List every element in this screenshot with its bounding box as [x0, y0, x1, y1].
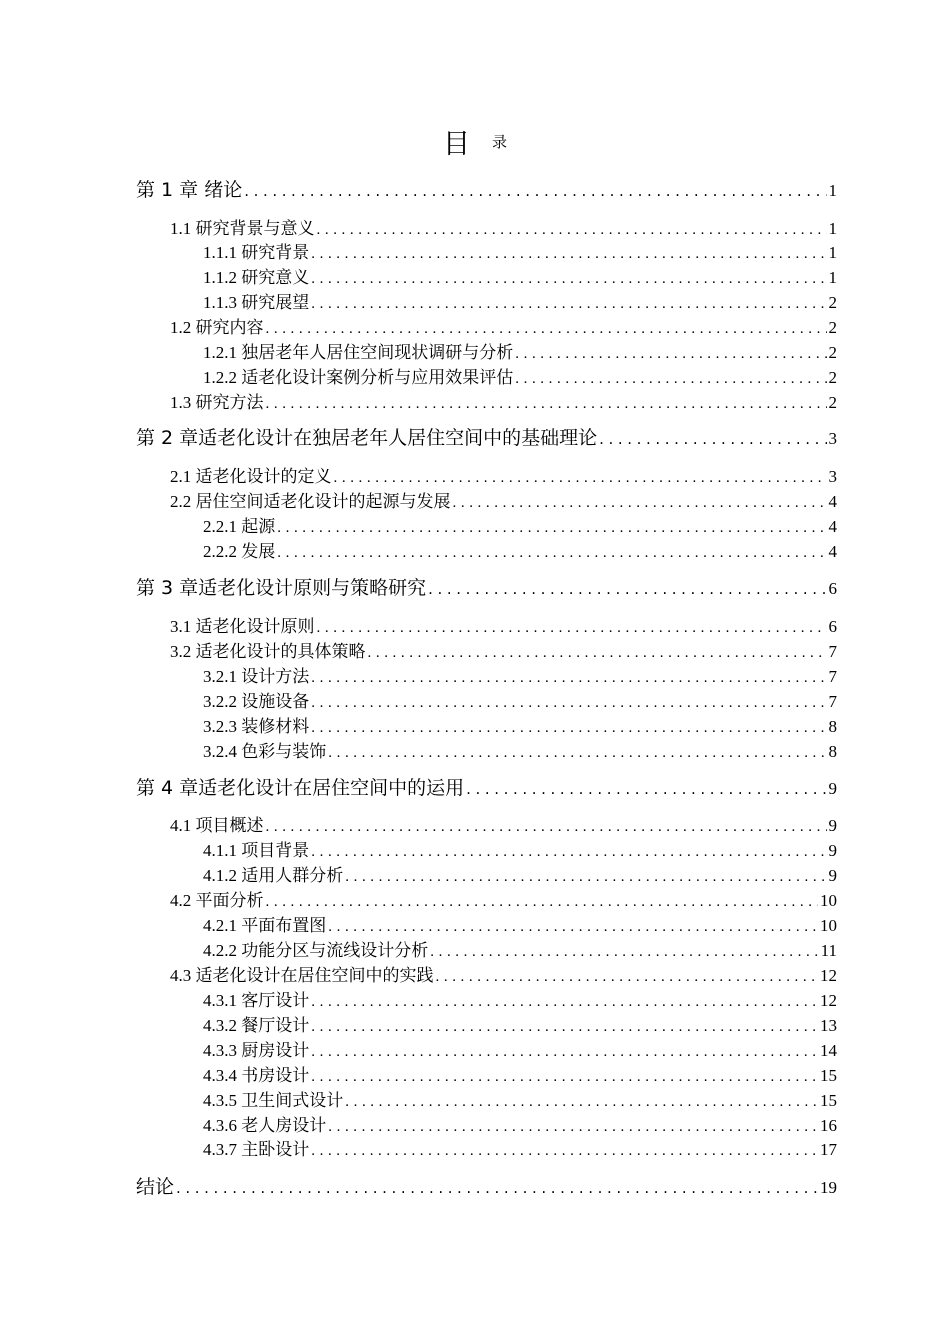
toc-entry-label: 1.2 研究内容 [170, 318, 264, 337]
toc-dot-leader [176, 1181, 818, 1196]
toc-subsection-entry [203, 344, 837, 362]
toc-page-number: 1 [828, 243, 837, 262]
toc-chapter-entry [136, 181, 837, 200]
toc-subsection-entry [203, 1017, 837, 1035]
toc-entry-label: 结论 [136, 1176, 175, 1198]
toc-entry-label: 第 2 章适老化设计在独居老年人居住空间中的基础理论 [136, 427, 598, 449]
toc-dot-leader [328, 1120, 818, 1135]
toc-entry-label: 4.1.2 适用人群分析 [203, 866, 344, 885]
toc-dot-leader [466, 782, 826, 797]
toc-entry-label: 4.3 适老化设计在居住空间中的实践 [170, 966, 434, 985]
toc-entry-label: 1.1.3 研究展望 [203, 293, 310, 312]
toc-dot-leader [515, 372, 826, 387]
toc-page-number: 16 [820, 1116, 837, 1135]
toc-entry-label: 4.3.1 客厅设计 [203, 991, 310, 1010]
toc-section-entry [170, 394, 837, 412]
toc-entry-label: 1.1.2 研究意义 [203, 268, 310, 287]
toc-entry-label: 3.2.3 装修材料 [203, 717, 310, 736]
toc-page-number: 11 [820, 941, 837, 960]
toc-entry-label: 4.2.2 功能分区与流线设计分析 [203, 941, 429, 960]
toc-dot-leader [428, 582, 826, 597]
toc-page-number: 2 [828, 368, 837, 387]
toc-subsection-entry [203, 269, 837, 287]
toc-page-number: 6 [828, 579, 837, 598]
toc-dot-leader [345, 870, 826, 885]
toc-entry-label: 4.1.1 项目背景 [203, 841, 310, 860]
toc-dot-leader [266, 397, 827, 412]
toc-dot-leader [453, 496, 827, 511]
toc-page-number: 15 [820, 1066, 837, 1085]
toc-page-number: 7 [828, 642, 837, 661]
toc-entry-label: 第 1 章 绪论 [136, 179, 243, 201]
toc-page-number: 12 [820, 991, 837, 1010]
toc-entry-label: 2.2 居住空间适老化设计的起源与发展 [170, 492, 451, 511]
toc-title-sub: 录 [491, 133, 507, 151]
toc-entry-label: 3.2.1 设计方法 [203, 667, 310, 686]
toc-page-number: 9 [828, 866, 837, 885]
toc-dot-leader [311, 1144, 818, 1159]
toc-page-number: 9 [828, 841, 837, 860]
toc-dot-leader [311, 247, 826, 262]
toc-dot-leader [311, 721, 826, 736]
toc-dot-leader [328, 920, 818, 935]
toc-entry-label: 2.2.2 发展 [203, 542, 276, 561]
toc-chapter-entry [136, 779, 837, 798]
toc-page-number: 9 [828, 779, 837, 798]
toc-dot-leader [311, 845, 826, 860]
toc-subsection-entry [203, 543, 837, 561]
toc-dot-leader [311, 1070, 818, 1085]
toc-entry-label: 3.2.2 设施设备 [203, 692, 310, 711]
toc-subsection-entry [203, 1042, 837, 1060]
toc-entry-label: 1.3 研究方法 [170, 393, 264, 412]
toc-page-number: 19 [820, 1178, 837, 1197]
toc-dot-leader [328, 746, 826, 761]
toc-page-number: 2 [828, 343, 837, 362]
toc-subsection-entry [203, 743, 837, 761]
toc-page-number: 2 [828, 393, 837, 412]
toc-page-number: 4 [828, 492, 837, 511]
toc-subsection-entry [203, 842, 837, 860]
toc-page-number: 6 [828, 617, 837, 636]
toc-page-number: 3 [828, 467, 837, 486]
toc-dot-leader [368, 646, 827, 661]
toc-dot-leader [599, 432, 826, 447]
toc-section-entry [170, 892, 837, 910]
toc-section-entry [170, 220, 837, 238]
toc-entry-label: 第 3 章适老化设计原则与策略研究 [136, 577, 427, 599]
toc-section-entry [170, 817, 837, 835]
toc-subsection-entry [203, 1067, 837, 1085]
toc-dot-leader [311, 1045, 818, 1060]
toc-entry-label: 3.1 适老化设计原则 [170, 617, 315, 636]
toc-page-number: 4 [828, 517, 837, 536]
toc-entry-label: 3.2 适老化设计的具体策略 [170, 642, 366, 661]
toc-subsection-entry [203, 693, 837, 711]
toc-subsection-entry [203, 1092, 837, 1110]
toc-section-entry [170, 493, 837, 511]
toc-dot-leader [311, 995, 818, 1010]
toc-entry-label: 1.2.1 独居老年人居住空间现状调研与分析 [203, 343, 514, 362]
toc-section-entry [170, 643, 837, 661]
toc-page-number: 7 [828, 692, 837, 711]
toc-entry-label: 3.2.4 色彩与装饰 [203, 742, 327, 761]
toc-dot-leader [311, 696, 826, 711]
toc-dot-leader [266, 820, 827, 835]
toc-dot-leader [311, 297, 826, 312]
toc-dot-leader [334, 471, 827, 486]
toc-entry-label: 1.1.1 研究背景 [203, 243, 310, 262]
toc-dot-leader [266, 895, 819, 910]
toc-entry-label: 4.2.1 平面布置图 [203, 916, 327, 935]
toc-entry-label: 4.3.7 主卧设计 [203, 1140, 310, 1159]
toc-entry-label: 4.3.2 餐厅设计 [203, 1016, 310, 1035]
toc-subsection-entry [203, 718, 837, 736]
toc-subsection-entry [203, 992, 837, 1010]
toc-chapter-entry [136, 1178, 837, 1197]
toc-page-number: 15 [820, 1091, 837, 1110]
toc-subsection-entry [203, 917, 837, 935]
toc-dot-leader [311, 272, 826, 287]
toc-entry-label: 4.2 平面分析 [170, 891, 264, 910]
toc-page-number: 17 [820, 1140, 837, 1159]
toc-entry-label: 1.2.2 适老化设计案例分析与应用效果评估 [203, 368, 514, 387]
toc-dot-leader [311, 1020, 818, 1035]
toc-dot-leader [311, 671, 826, 686]
toc-section-entry [170, 468, 837, 486]
toc-entry-label: 4.3.4 书房设计 [203, 1066, 310, 1085]
toc-dot-leader [345, 1095, 818, 1110]
toc-page-number: 1 [828, 219, 837, 238]
toc-entry-label: 第 4 章适老化设计在居住空间中的运用 [136, 777, 465, 799]
toc-page-number: 12 [820, 966, 837, 985]
toc-entry-label: 4.3.6 老人房设计 [203, 1116, 327, 1135]
toc-page-number: 2 [828, 318, 837, 337]
toc-title-main: 目 [442, 129, 470, 160]
toc-page-number: 14 [820, 1041, 837, 1060]
toc-dot-leader [266, 322, 827, 337]
toc-dot-leader [277, 546, 826, 561]
toc-entry-label: 2.1 适老化设计的定义 [170, 467, 332, 486]
toc-dot-leader [515, 347, 826, 362]
toc-subsection-entry [203, 1117, 837, 1135]
toc-page-number: 8 [828, 742, 837, 761]
toc-page-number: 2 [828, 293, 837, 312]
toc-page-number: 9 [828, 816, 837, 835]
toc-subsection-entry [203, 244, 837, 262]
toc-entry-label: 1.1 研究背景与意义 [170, 219, 315, 238]
toc-page-number: 10 [820, 891, 837, 910]
toc-entry-label: 4.3.3 厨房设计 [203, 1041, 310, 1060]
toc-page-number: 10 [820, 916, 837, 935]
toc-page-number: 8 [828, 717, 837, 736]
toc-page-number: 1 [828, 268, 837, 287]
toc-page-number: 7 [828, 667, 837, 686]
toc-subsection-entry [203, 294, 837, 312]
toc-dot-leader [430, 945, 818, 960]
toc-subsection-entry [203, 867, 837, 885]
toc-page-number: 3 [828, 429, 837, 448]
toc-subsection-entry [203, 668, 837, 686]
toc-entry-label: 2.2.1 起源 [203, 517, 276, 536]
toc-dot-leader [317, 621, 827, 636]
toc-subsection-entry [203, 942, 837, 960]
toc-subsection-entry [203, 518, 837, 536]
toc-section-entry [170, 319, 837, 337]
toc-subsection-entry [203, 1141, 837, 1159]
toc-section-entry [170, 967, 837, 985]
toc-subsection-entry [203, 369, 837, 387]
toc-chapter-entry [136, 579, 837, 598]
toc-page-number: 4 [828, 542, 837, 561]
toc-dot-leader [244, 184, 826, 199]
toc-dot-leader [436, 970, 819, 985]
toc-dot-leader [317, 223, 827, 238]
toc-entry-label: 4.3.5 卫生间式设计 [203, 1091, 344, 1110]
toc-page-number: 1 [828, 181, 837, 200]
toc-section-entry [170, 618, 837, 636]
toc-dot-leader [277, 521, 826, 536]
toc-chapter-entry [136, 429, 837, 448]
toc-page-number: 13 [820, 1016, 837, 1035]
toc-entry-label: 4.1 项目概述 [170, 816, 264, 835]
